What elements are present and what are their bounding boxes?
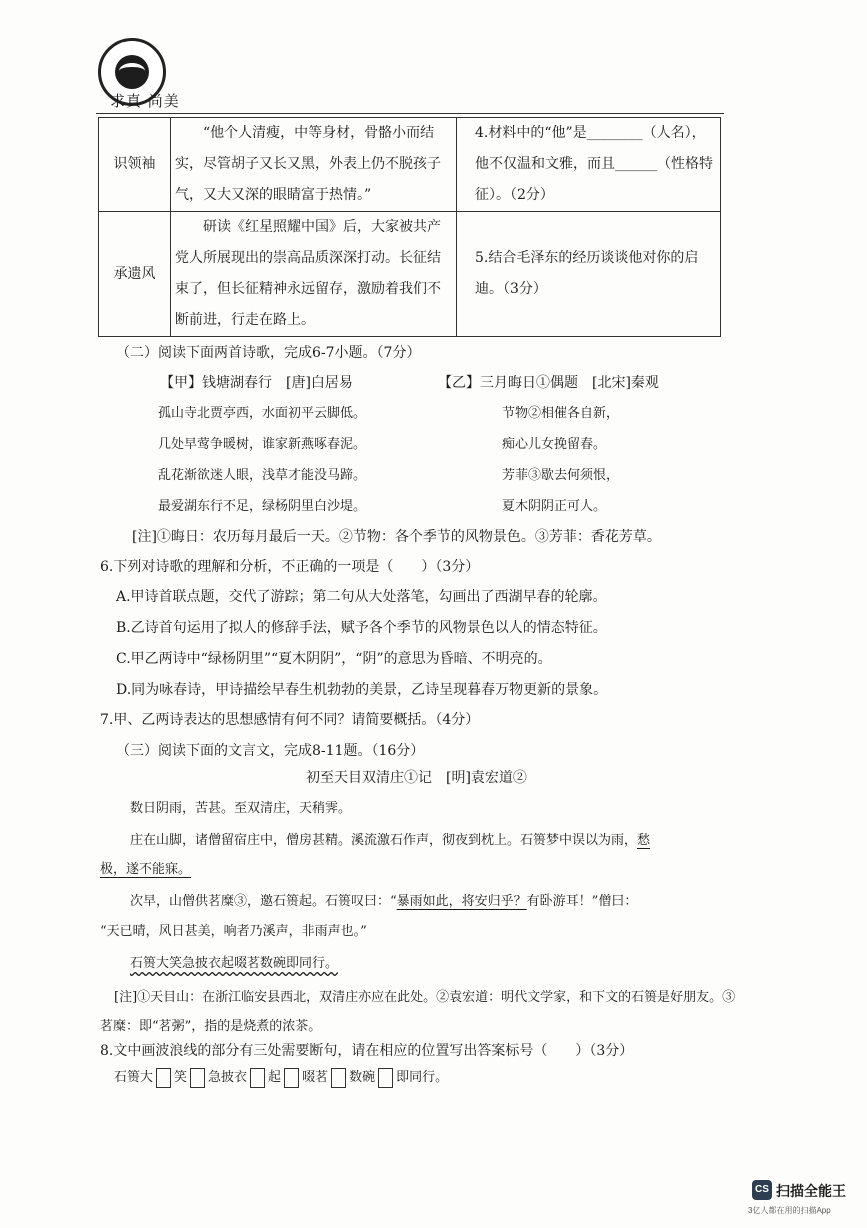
poem-a-line: 乱花渐欲迷人眼，浅草才能没马蹄。 — [158, 468, 367, 483]
poem-b-title: 【乙】三月晦日①偶题 [北宋]秦观 — [438, 375, 659, 391]
q8-segment: 数碗 — [349, 1070, 376, 1085]
essay-note-cont: 茗糜：即“茗粥”，指的是烧煮的浓茶。 — [100, 1019, 322, 1034]
row-question: 4.材料中的“他”是________（人名），他不仅温和文雅，而且______（性格特征）。（2分） — [457, 118, 721, 212]
section3-heading: （三）阅读下面的文言文，完成8-11题。（16分） — [116, 743, 425, 759]
table-row — [99, 212, 721, 337]
row-material: 研读《红星照耀中国》后，大家被共产党人所展现出的崇高品质深深打动。长征结束了，但长征精神永远留存，激励着我们不断前进，行走在路上。 — [171, 212, 457, 337]
answer-box[interactable] — [378, 1068, 393, 1088]
camscanner-name: 扫描全能王 — [776, 1183, 846, 1199]
poem-a-line: 孤山寺北贾亭西，水面初平云脚低。 — [158, 406, 367, 421]
q8-segment: 急披衣 — [208, 1070, 248, 1085]
row-material: “他个人清瘦，中等身材，骨骼小而结实，尽管胡子又长又黑，外表上仍不脱孩子气，又大又深的眼睛富于热情。” — [171, 118, 457, 212]
q6-option-a: A.甲诗首联点题，交代了游踪；第二句从大处落笔，勾画出了西湖早春的轮廓。 — [116, 589, 607, 605]
q6-option-b: B.乙诗首句运用了拟人的修辞手法，赋予各个季节的风物景色以人的情态特征。 — [116, 620, 607, 636]
camscanner-tagline: 3亿人都在用的扫描App — [748, 1206, 831, 1215]
essay-text: 有卧游耳！”僧曰： — [526, 894, 638, 909]
underlined-text: 暴雨如此，将安归乎？ — [396, 894, 527, 909]
poem-b-line: 节物②相催各自新， — [502, 406, 620, 421]
poem-b-line: 夏木阴阴正可人。 — [502, 499, 607, 514]
row-title: 识领袖 — [99, 118, 171, 212]
essay-paragraph — [130, 890, 637, 909]
row-title: 承遗风 — [99, 212, 171, 337]
poem-a-title: 【甲】钱塘湖春行 [唐]白居易 — [160, 375, 353, 391]
q8-segment: 啜茗 — [302, 1070, 329, 1085]
school-motto: 求真 尚美 — [110, 92, 180, 110]
q6-option-c: C.甲乙两诗中“绿杨阴里”“夏木阴阴”，“阴”的意思为昏暗、不明亮的。 — [116, 651, 552, 667]
answer-box[interactable] — [331, 1068, 346, 1088]
q6-option-d: D.同为咏春诗，甲诗描绘早春生机勃勃的美景，乙诗呈现暮春万物更新的景象。 — [116, 682, 608, 698]
underlined-text: 愁 — [637, 833, 651, 848]
question-8: 8.文中画波浪线的部分有三处需要断句，请在相应的位置写出答案标号（ ）（3分） — [100, 1043, 634, 1059]
poem-a-line: 几处早莺争暖树，谁家新燕啄春泥。 — [158, 437, 367, 452]
q8-segment: 即同行。 — [396, 1070, 449, 1085]
poem-b-line: 芳菲③歇去何须恨， — [502, 468, 620, 483]
row-question: 5.结合毛泽东的经历谈谈他对你的启迪。（3分） — [457, 212, 721, 337]
q8-segment: 起 — [268, 1070, 282, 1085]
table-row — [99, 118, 721, 212]
wavy-sentence — [130, 952, 338, 971]
poem-note: [注]①晦日：农历每月最后一天。②节物：各个季节的风物景色。③芳菲：香花芳草。 — [132, 529, 661, 545]
q8-segment: 笑 — [174, 1070, 188, 1085]
essay-note: [注]①天目山：在浙江临安县西北，双清庄亦应在此处。②袁宏道：明代文学家，和下文的石篑是好朋友。③ — [114, 990, 736, 1005]
essay-paragraph: 数日阴雨，苦甚。至双清庄，天稍霁。 — [130, 801, 352, 816]
wavy-underlined-text: 石篑大笑急披衣起啜茗数碗即同行。 — [130, 956, 339, 971]
answer-box[interactable] — [284, 1068, 299, 1088]
q8-sentence — [114, 1066, 448, 1088]
essay-paragraph-cont — [100, 858, 191, 877]
poem-b-line: 痴心儿女挽留春。 — [502, 437, 607, 452]
underlined-text: 极，遂不能寐。 — [100, 862, 192, 877]
question-7: 7.甲、乙两诗表达的思想感情有何不同？请简要概括。（4分） — [100, 712, 480, 728]
answer-box[interactable] — [250, 1068, 265, 1088]
answer-box[interactable] — [156, 1068, 171, 1088]
essay-text: 次早，山僧供茗糜③，邀石篑起。石篑叹曰：“ — [130, 894, 397, 909]
logo-swoosh-icon — [119, 63, 145, 79]
section2-heading: （二）阅读下面两首诗歌，完成6-7小题。（7分） — [116, 345, 421, 361]
reading-table — [98, 117, 721, 337]
question-6: 6.下列对诗歌的理解和分析，不正确的一项是（ ）（3分） — [100, 559, 480, 575]
q8-segment: 石篑大 — [114, 1070, 154, 1085]
poem-a-line: 最爱湖东行不足，绿杨阴里白沙堤。 — [158, 499, 367, 514]
essay-title: 初至天目双清庄①记 [明]袁宏道② — [306, 770, 527, 786]
header-divider — [96, 113, 724, 114]
essay-paragraph — [130, 829, 650, 848]
essay-paragraph-cont: “天已晴，风日甚美，响者乃溪声，非雨声也。” — [100, 924, 367, 939]
camscanner-logo-icon: CS — [752, 1180, 772, 1200]
essay-text: 庄在山脚，诸僧留宿庄中，僧房甚精。溪流激石作声，彻夜到枕上。石篑梦中误以为雨， — [130, 833, 638, 848]
answer-box[interactable] — [190, 1068, 205, 1088]
